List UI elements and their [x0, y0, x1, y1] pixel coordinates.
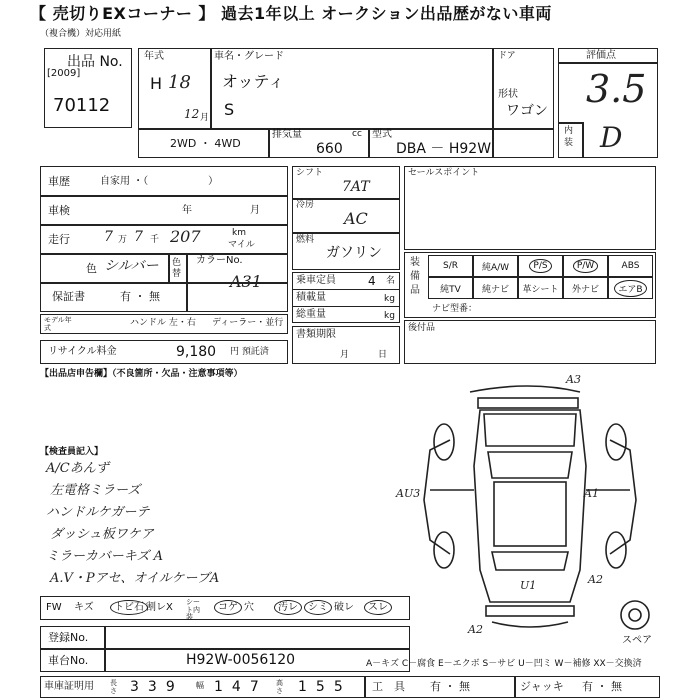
equipment-item: P/W: [563, 255, 608, 277]
jack-value: 有 ・ 無: [582, 680, 622, 693]
inspector-note: ハンドルケガーテ: [46, 505, 150, 520]
mileage-unit-mile: マイル: [228, 240, 255, 250]
mileage-unit-km: km: [232, 228, 246, 238]
history-label: 車歴: [48, 175, 70, 188]
seat-item: コゲ: [214, 603, 242, 613]
year-era: H: [150, 74, 163, 93]
equipment-item: ABS: [608, 255, 653, 277]
warranty-label: 保証書: [52, 290, 85, 303]
history-value: 自家用 ・（ ）: [100, 176, 219, 187]
chassis-value: H92W-0056120: [186, 652, 296, 668]
damage-mark: A1: [584, 487, 599, 500]
year-value: 18: [168, 72, 191, 93]
inspector-note: A.V・Pアセ、オイルケーブA: [50, 571, 220, 586]
jack-label: ジャッキ: [520, 680, 564, 693]
lot-number: 70112: [53, 95, 111, 116]
equipment-item: P/S: [518, 255, 563, 277]
weight-label: 総重量: [296, 309, 326, 320]
color-label: 色: [86, 262, 97, 275]
seat-item: 破レ: [334, 602, 354, 613]
capacity-value: 4: [368, 274, 376, 288]
warranty-value: 有 ・ 無: [120, 290, 160, 303]
mileage-v1: 7: [104, 229, 113, 245]
mileage-u2: 千: [150, 235, 160, 245]
color-code: A31: [230, 272, 262, 291]
load-unit: kg: [384, 294, 395, 304]
doc-expiry-label: 書類期限: [296, 329, 336, 340]
inspection-month: 月: [250, 205, 260, 216]
garage-v3: 155: [298, 679, 352, 695]
capacity-unit: 名: [386, 276, 396, 286]
fw-item: 割レX: [146, 602, 173, 613]
weight-unit: kg: [384, 311, 395, 321]
equipment-item: 外ナビ: [563, 277, 608, 299]
type-value: DBA － H92W: [396, 141, 492, 157]
inspector-note: ダッシュ板ワケア: [50, 527, 154, 542]
damage-mark: A3: [566, 373, 581, 386]
aircon-label: 冷房: [296, 200, 315, 210]
page-title: 【 売切りEXコーナー 】 過去1年以上 オークション出品歴がない車両: [30, 4, 552, 23]
damage-mark: A2: [468, 623, 483, 636]
seat-item: 穴: [244, 602, 254, 613]
mileage-u1: 万: [118, 235, 128, 245]
seat-label: シート内装: [186, 598, 200, 622]
garage-v2: 147: [214, 679, 268, 695]
doc-expiry-day: 日: [378, 350, 388, 360]
tools-label: 工 具: [372, 680, 405, 693]
seat-item: シミ: [304, 603, 332, 613]
year-label: 年式: [144, 51, 164, 62]
shape-label: 形状: [498, 89, 518, 100]
damage-mark: A2: [588, 573, 603, 586]
model-name: オッティ: [222, 72, 285, 91]
model-grade: S: [224, 100, 235, 119]
fitted-box: [404, 320, 656, 364]
color-paint-label: 色替: [172, 258, 182, 279]
register-label: 登録No.: [48, 631, 89, 644]
capacity-label: 乗車定員: [296, 275, 336, 286]
inspector-note: A/Cあんず: [46, 461, 109, 476]
fuel-value: ガソリン: [326, 245, 382, 261]
garage-l1: 長さ: [110, 679, 117, 695]
equipment-label: 装備品: [410, 257, 420, 296]
shape-value: ワゴン: [506, 103, 548, 119]
color-value: シルバー: [104, 258, 159, 274]
load-label: 積載量: [296, 292, 326, 303]
seat-item: スレ: [364, 603, 392, 613]
spec-dealer: ディーラー・並行: [212, 318, 284, 328]
color-code-label: カラーNo.: [196, 255, 243, 266]
displacement-value: 660: [316, 141, 343, 157]
inspection-year: 年: [182, 205, 192, 216]
door-label: ドア: [498, 51, 516, 61]
equipment-item: 純TV: [428, 277, 473, 299]
fw-label: FW: [46, 602, 62, 613]
garage-v1: 339: [130, 679, 184, 695]
doc-expiry-month: 月: [340, 350, 350, 360]
inspector-note: ミラーカバーキズ A: [46, 549, 164, 564]
recycle-label: リサイクル料金: [48, 346, 117, 357]
equipment-item: エアB: [608, 277, 653, 299]
sales-point-box: [404, 166, 656, 250]
fw-item: トビ石: [110, 603, 148, 613]
model-label: 車名・グレード: [214, 51, 284, 62]
lot-box: [44, 48, 132, 128]
interior-grade: D: [600, 121, 623, 154]
spare-label: スペア: [622, 635, 652, 646]
equipment-item: S/R: [428, 255, 473, 277]
drive-type: 2WD ・ 4WD: [170, 137, 241, 150]
damage-legend: A－キズ C－腐食 E－エクボ S－サビ U－凹ミ W－補修 XX－交換済: [366, 659, 642, 669]
aircon-value: AC: [344, 209, 368, 228]
equipment-item: 純A/W: [473, 255, 518, 277]
interior-label: 内装: [564, 126, 574, 148]
type-label: 型式: [372, 129, 392, 140]
fitted-label: 後付品: [408, 323, 436, 333]
garage-u2: 高さ: [276, 679, 283, 695]
year-month-unit: 月: [200, 113, 210, 123]
recycle-unit: 円 預託済: [230, 347, 269, 357]
fuel-label: 燃料: [296, 235, 315, 245]
seat-item: 汚レ: [274, 603, 302, 613]
spec-handle: ハンドル 左・右: [130, 318, 196, 328]
grade-label: 評価点: [586, 50, 616, 61]
mileage-v3: 207: [170, 227, 201, 246]
damage-mark: AU3: [396, 487, 421, 500]
seller-notes-label: 【出品店申告欄】（不良箇所・欠品・注意事項等）: [40, 369, 243, 379]
form-note: （複合機）対応用紙: [40, 29, 122, 39]
equipment-item: 純ナビ: [473, 277, 518, 299]
tools-value: 有 ・ 無: [430, 680, 470, 693]
car-damage-diagram: [410, 370, 662, 640]
mileage-label: 走行: [48, 233, 70, 246]
shift-value: 7AT: [342, 179, 370, 195]
inspector-note: 左電格ミラーズ: [50, 483, 141, 498]
garage-u1: 幅: [196, 681, 204, 690]
displacement-label: 排気量: [272, 129, 302, 140]
damage-mark: U1: [520, 579, 537, 592]
lot-year-tag: [2009]: [47, 68, 81, 79]
inspector-label: 【検査員記入】: [40, 447, 104, 457]
navi-model-label: ナビ型番：: [432, 304, 478, 314]
sales-point-label: セールスポイント: [408, 168, 480, 178]
grade-score: 3.5: [586, 67, 647, 111]
shift-label: シフト: [296, 168, 324, 178]
year-month: 12: [184, 107, 200, 121]
displacement-unit: cc: [352, 129, 362, 139]
spec-model-year: モデル年式: [44, 316, 72, 332]
chassis-label: 車台No.: [48, 654, 89, 667]
equipment-item: 革シート: [518, 277, 563, 299]
inspection-label: 車検: [48, 204, 70, 217]
lot-label: 出品 No.: [67, 54, 123, 70]
garage-label: 車庫証明用: [44, 681, 94, 692]
mileage-v2: 7: [134, 229, 143, 245]
recycle-value: 9,180: [176, 344, 217, 360]
fw-item: キズ: [74, 602, 94, 613]
